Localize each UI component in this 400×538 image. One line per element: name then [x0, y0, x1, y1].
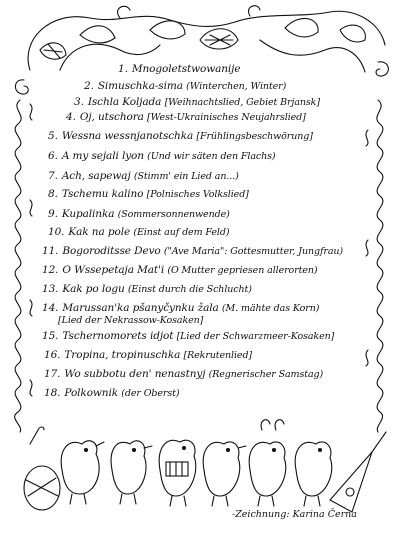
track-item: [48, 150, 276, 163]
track-title: Simuschka-sima: [97, 80, 183, 92]
track-item: [42, 245, 343, 258]
track-number: 1.: [118, 63, 128, 75]
track-item: [44, 368, 323, 381]
track-number: 10.: [48, 226, 65, 238]
track-subtitle: [Polnisches Volkslied]: [146, 189, 249, 200]
track-number: 7.: [48, 170, 58, 182]
track-subtitle: (Einst auf dem Feld): [133, 227, 230, 238]
track-title: Wessna wessnjanotschka: [61, 130, 194, 142]
track-number: 9.: [48, 208, 58, 220]
track-item: [74, 96, 320, 109]
track-subtitle: (der Oberst): [121, 388, 180, 399]
track-subtitle: [Lied der Schwarzmeer-Kosaken]: [176, 331, 335, 342]
track-title: Kupalinka: [61, 208, 115, 220]
track-number: 4.: [66, 111, 76, 123]
track-subtitle-continued: [Lied der Nekrassow-Kosaken]: [58, 315, 204, 326]
track-subtitle: (M. mähte das Korn): [221, 303, 320, 314]
track-item: [44, 349, 252, 362]
track-item: [48, 188, 249, 201]
track-title: Oj, utschora: [79, 111, 144, 123]
track-title: Kak po logu: [62, 283, 125, 295]
track-number: 16.: [44, 349, 61, 361]
track-subtitle: (Sommersonnenwende): [117, 209, 230, 220]
track-item: [42, 264, 317, 277]
track-subtitle: [Weihnachtslied, Gebiet Brjansk]: [164, 97, 320, 108]
track-number: 15.: [42, 330, 59, 342]
track-subtitle: ("Ave Maria": Gottesmutter, Jungfrau): [163, 246, 344, 257]
track-subtitle: (Stimm' ein Lied an...): [133, 171, 239, 182]
track-title: Marussan'ka pšanyčynku žala: [62, 302, 219, 314]
track-title: Bogoroditsse Devo: [62, 245, 161, 257]
track-subtitle: (Regnerischer Samstag): [208, 369, 324, 380]
track-subtitle: [Rekrutenlied]: [183, 350, 253, 361]
track-number: 18.: [44, 387, 61, 399]
track-title: Mnogoletstwowanije: [131, 63, 241, 75]
track-item: [118, 63, 240, 75]
track-number: 12.: [42, 264, 59, 276]
track-number: 3.: [74, 96, 84, 108]
track-item: [66, 111, 306, 124]
track-item: [44, 387, 179, 400]
illustration-credit: -Zeichnung: Karina Černa: [232, 509, 357, 520]
track-subtitle: (Winterchen, Winter): [186, 81, 287, 92]
track-number: 17.: [44, 368, 61, 380]
track-item: [42, 283, 252, 296]
track-number: 5.: [48, 130, 58, 142]
track-number: 2.: [84, 80, 94, 92]
track-title: A my sejali lyon: [61, 150, 144, 162]
track-subtitle: (O Mutter gepriesen allerorten): [167, 265, 318, 276]
track-number: 13.: [42, 283, 59, 295]
track-item: [48, 170, 239, 183]
track-title: Ach, sapewaj: [61, 170, 131, 182]
track-item: [42, 330, 334, 343]
track-number: 14.: [42, 302, 59, 314]
track-item: [42, 302, 319, 327]
track-title: Kak na pole: [68, 226, 131, 238]
track-title: Tschemu kalino: [61, 188, 144, 200]
track-title: Tropina, tropinuschka: [64, 349, 181, 361]
track-subtitle: [Frühlingsbeschwörung]: [196, 131, 313, 142]
track-item: [48, 226, 229, 239]
track-item: [48, 208, 230, 221]
track-title: Ischla Koljada: [87, 96, 162, 108]
track-number: 8.: [48, 188, 58, 200]
track-subtitle: [West-Ukrainisches Neujahrslied]: [147, 112, 306, 123]
track-title: Tschernomorets idjot: [62, 330, 174, 342]
track-number: 11.: [42, 245, 59, 257]
track-subtitle: (Einst durch die Schlucht): [127, 284, 252, 295]
track-item: [84, 80, 286, 93]
track-title: O Wssepetaja Mat'i: [62, 264, 165, 276]
track-item: [48, 130, 313, 143]
track-title: Polkownik: [64, 387, 118, 399]
track-subtitle: (Und wir säten den Flachs): [147, 151, 276, 162]
track-number: 6.: [48, 150, 58, 162]
track-title: Wo subbotu den' nenastnyj: [64, 368, 206, 380]
